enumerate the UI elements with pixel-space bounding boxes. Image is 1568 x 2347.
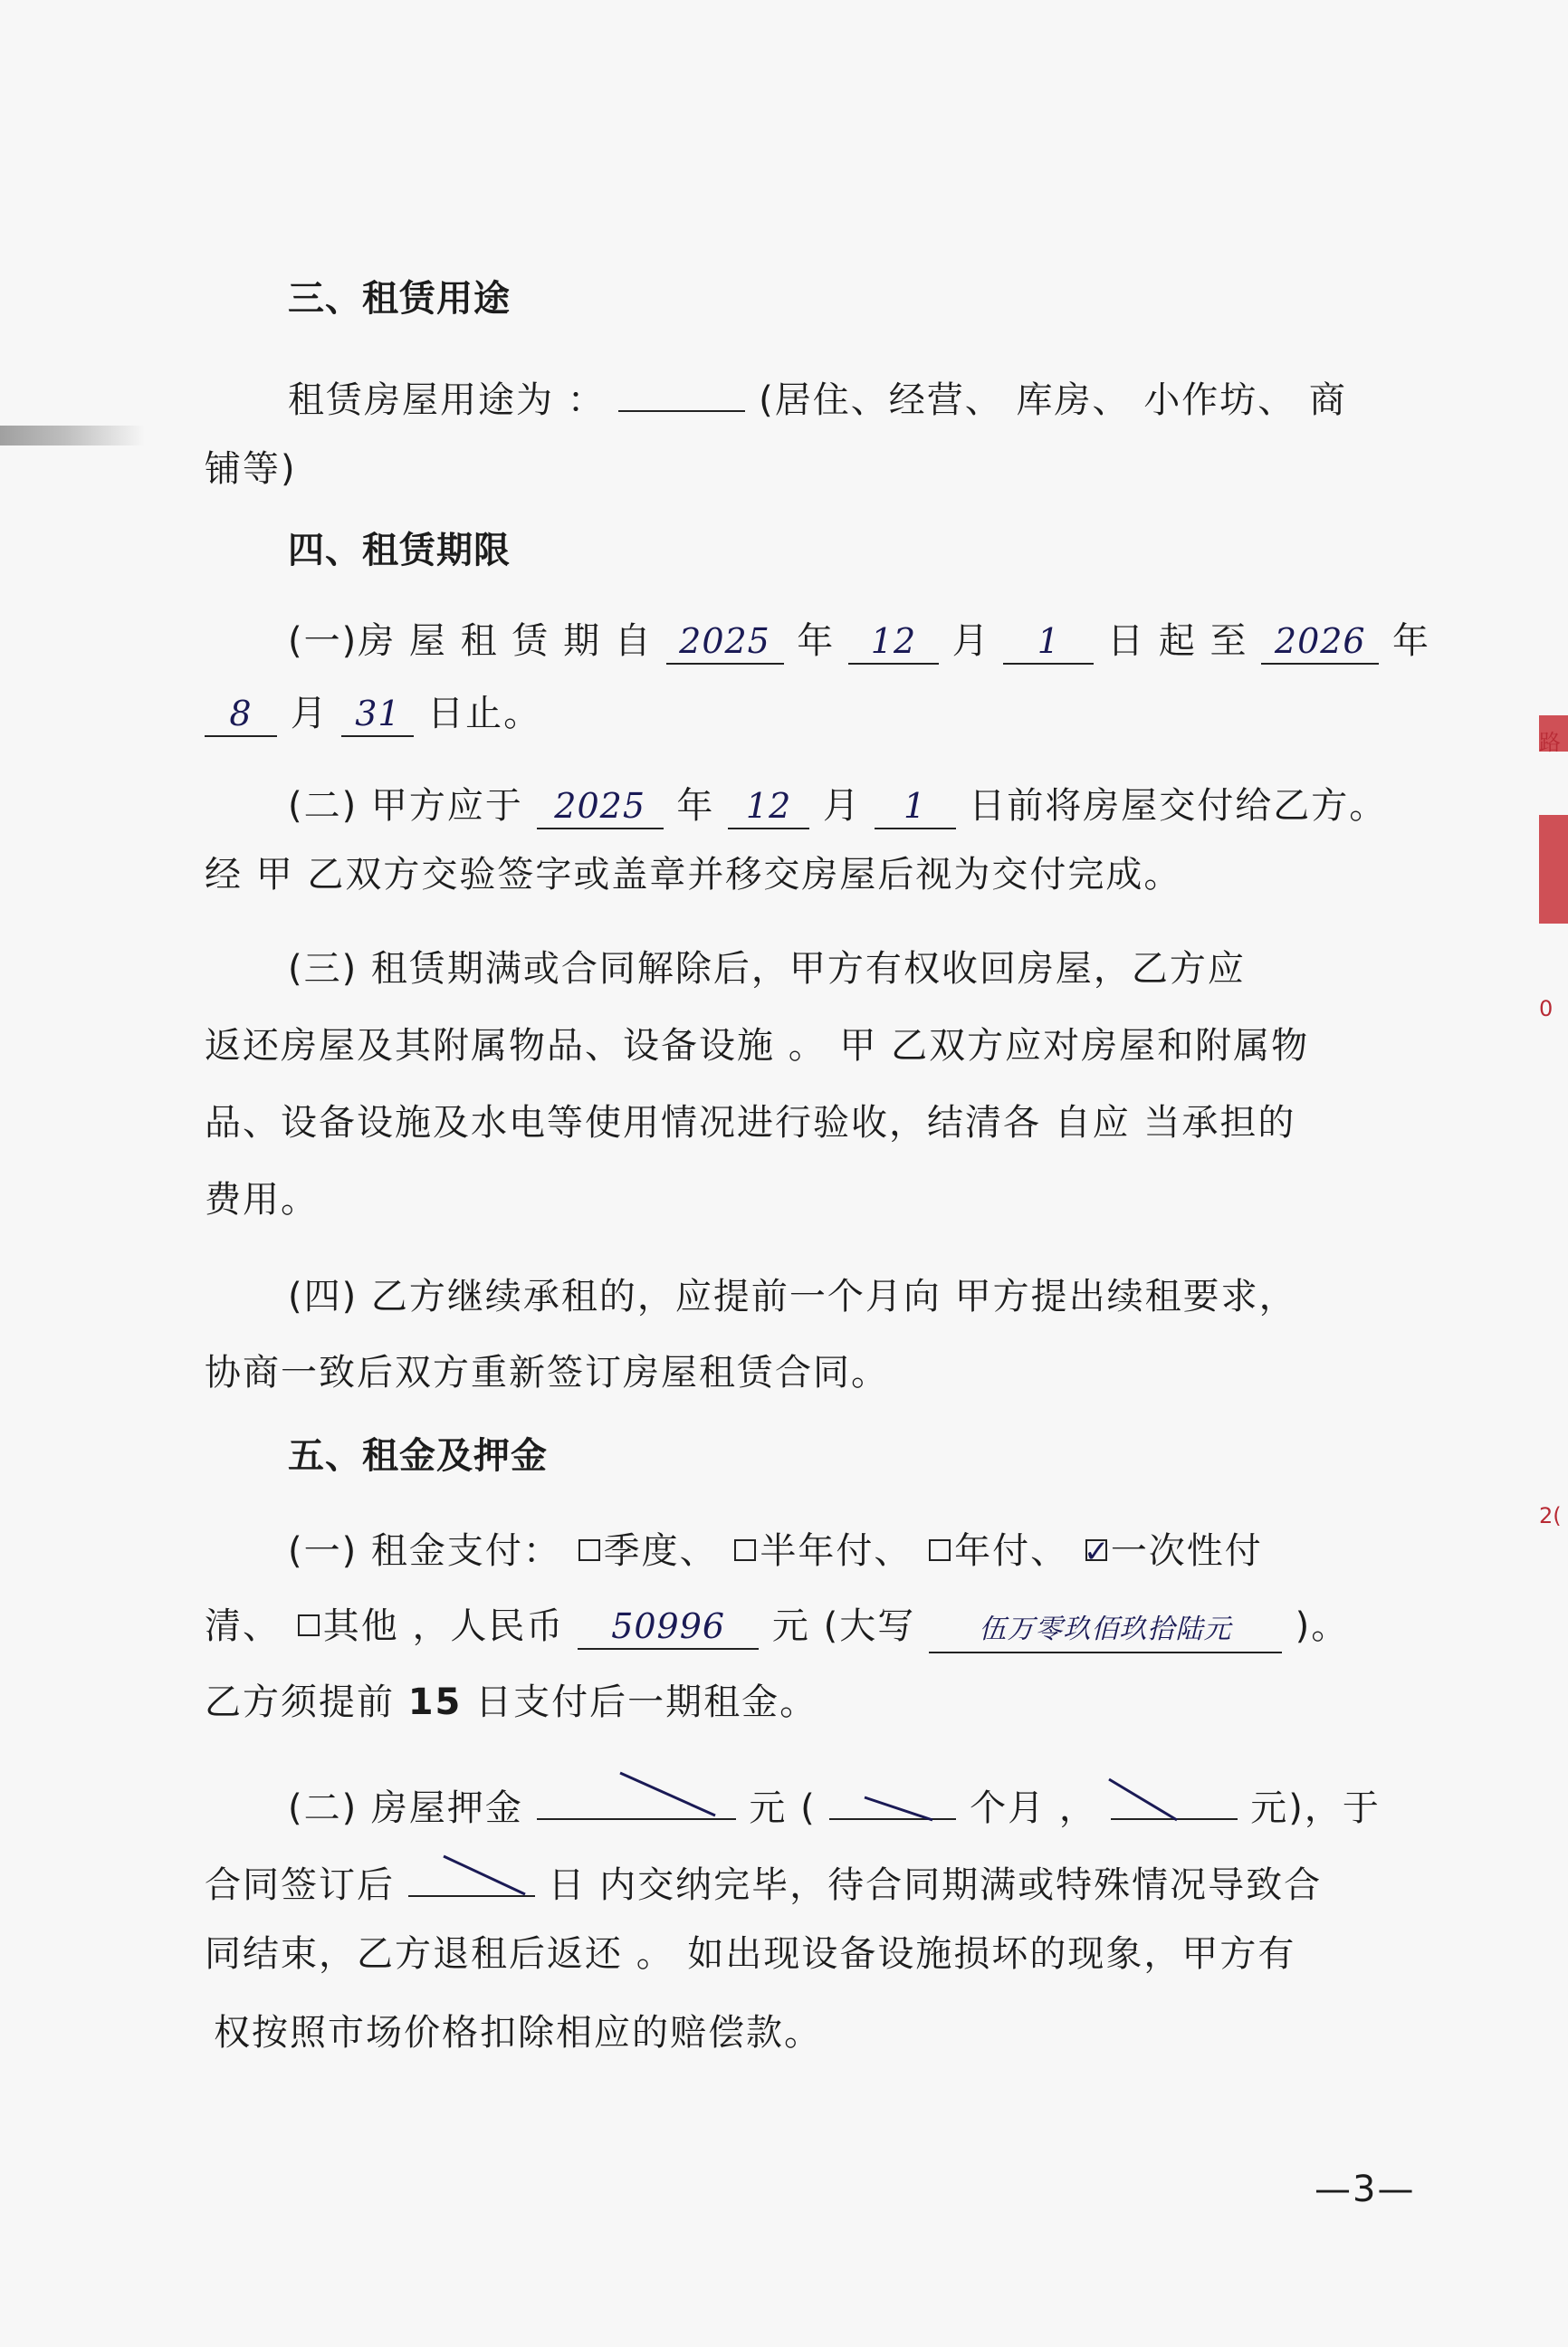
section-3-line-2: 铺等) — [205, 448, 297, 490]
deposit-months-label: 个月 — [970, 1787, 1047, 1829]
option-year-label: 年付、 — [954, 1530, 1069, 1572]
section-3-heading: 三、租赁用途 — [288, 278, 511, 320]
end-month-field: 8 — [205, 692, 277, 737]
delivery-line-2: 经 甲 乙双方交验签字或盖章并移交房屋后视为交付完成。 — [205, 854, 1182, 896]
termination-line-2: 返还房屋及其附属物品、设备设施 。 甲 乙双方应对房屋和附属物 — [205, 1025, 1310, 1067]
delivery-day-field: 1 — [875, 784, 956, 829]
end-year-label: 年 — [1391, 620, 1430, 662]
deposit-comma: ， — [1058, 1787, 1097, 1829]
deposit-amount-strike — [620, 1773, 715, 1815]
delivery-suffix: 日前将房屋交付给乙方。 — [969, 785, 1388, 827]
renewal-line-1: (四) 乙方继续承租的，应提前一个月向 甲方提出续租要求， — [288, 1276, 1297, 1317]
rent-amount-words-field: 伍万零玖佰玖拾陆元 — [929, 1608, 1282, 1653]
rent-advance-prefix: 乙方须提前 — [205, 1681, 395, 1723]
renewal-line-2: 协商一致后双方重新签订房屋租赁合同。 — [205, 1352, 889, 1394]
lease-term-prefix: (一)房 屋 租 赁 期 自 — [288, 620, 653, 662]
rent-close: )。 — [1295, 1605, 1350, 1647]
stamp-fragment-middle — [1539, 815, 1568, 924]
rent-line2-prefix: 清、 — [205, 1605, 281, 1647]
rent-amount-field: 50996 — [578, 1605, 759, 1650]
usage-options: (居住、经营、 库房、 小作坊、 商 — [759, 379, 1347, 421]
stamp-char: 路 — [1539, 730, 1561, 755]
option-one-time-label: 一次性付 — [1110, 1530, 1263, 1572]
option-half-year-label: 半年付、 — [760, 1530, 913, 1572]
delivery-month-field: 12 — [728, 784, 809, 829]
delivery-year-label: 年 — [676, 785, 715, 827]
year-label: 年 — [797, 620, 836, 662]
deposit-days-strike — [444, 1856, 525, 1894]
deposit-line-4: 权按照市场价格扣除相应的赔偿款。 — [214, 2012, 822, 2054]
start-year-field: 2025 — [666, 619, 784, 665]
stamp-number-2: 2( — [1539, 1503, 1562, 1528]
rent-payment-prefix: (一) 租金支付： — [288, 1530, 561, 1572]
delivery-prefix: (二) 甲方应于 — [288, 785, 523, 827]
end-day-field: 31 — [341, 692, 414, 737]
delivery-year-field: 2025 — [537, 784, 664, 829]
start-day-field: 1 — [1003, 619, 1094, 665]
delivery-month-label: 月 — [822, 785, 861, 827]
deposit-line-3: 同结束，乙方退租后返还 。 如出现设备设施损坏的现象，甲方有 — [205, 1933, 1296, 1975]
deposit-line2-prefix: 合同签订后 — [205, 1864, 395, 1906]
option-quarter-label: 季度、 — [603, 1530, 718, 1572]
rent-yuan-label: 元 (大写 — [771, 1605, 916, 1647]
deposit-yuan2-label: 元)，于 — [1250, 1787, 1381, 1829]
rent-advance-days: 15 — [407, 1681, 463, 1723]
termination-line-4: 费用。 — [205, 1179, 319, 1221]
check-mark-icon: ✓ — [1083, 1534, 1112, 1570]
end-month-label: 月 — [290, 693, 329, 734]
deposit-months-strike — [865, 1797, 932, 1820]
lease-term-end: 日止。 — [427, 693, 542, 734]
deposit-open-paren: ( — [800, 1787, 817, 1829]
start-month-field: 12 — [848, 619, 939, 665]
termination-line-3: 品、设备设施及水电等使用情况进行验收，结清各 自应 当承担的 — [205, 1102, 1296, 1144]
deposit-line2-suffix: 日 内交纳完毕，待合同期满或特殊情况导致合 — [548, 1864, 1323, 1906]
deposit-monthly-strike — [1109, 1779, 1177, 1820]
month-label: 月 — [951, 620, 990, 662]
page-number: —3— — [1315, 2169, 1416, 2210]
end-year-field: 2026 — [1261, 619, 1379, 665]
stamp-number-1: 0 — [1539, 996, 1554, 1021]
rmb-label: ，人民币 — [412, 1605, 565, 1647]
termination-line-1: (三) 租赁期满或合同解除后，甲方有权收回房屋，乙方应 — [288, 948, 1246, 990]
section-4-heading: 四、租赁期限 — [288, 530, 511, 571]
usage-label: 租赁房屋用途为 ： — [288, 379, 606, 421]
option-other-label: 其他 — [322, 1605, 399, 1647]
deposit-yuan-label: 元 — [749, 1787, 788, 1829]
lease-term-mid: 日 起 至 — [1107, 620, 1248, 662]
rent-advance-suffix: 日支付后一期租金。 — [475, 1681, 818, 1723]
deposit-prefix: (二) 房屋押金 — [288, 1787, 523, 1829]
section-5-heading: 五、租金及押金 — [288, 1435, 548, 1477]
